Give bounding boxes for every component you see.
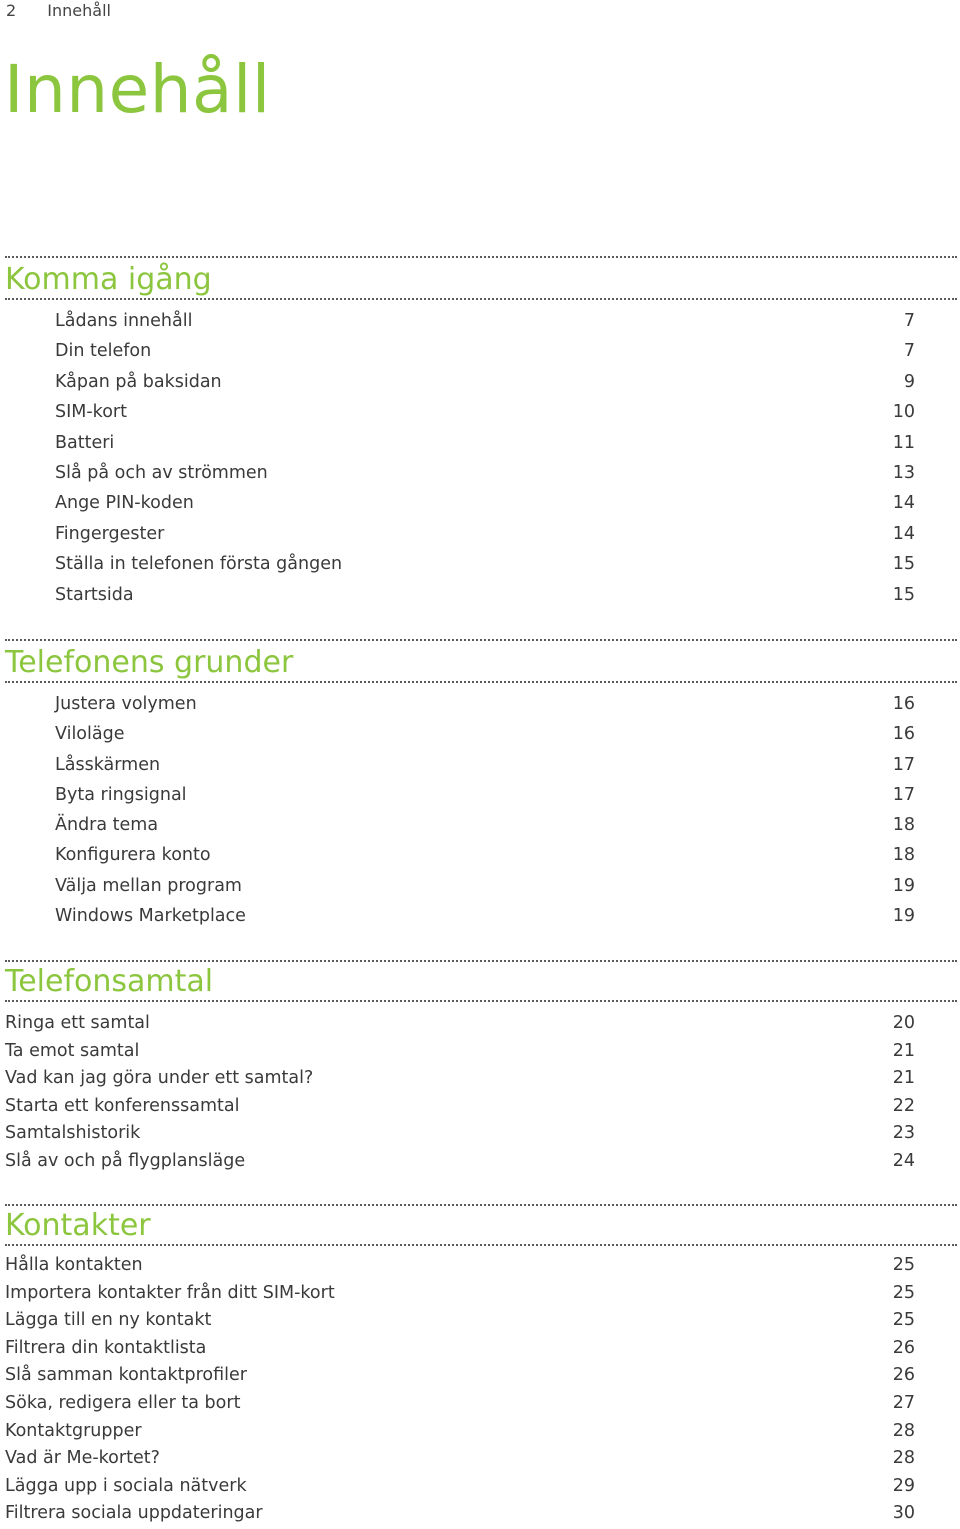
toc-entry[interactable] xyxy=(5,519,957,549)
toc-entry-label: Lägga upp i sociala nätverk xyxy=(5,1475,247,1496)
toc-entry-label: Slå på och av strömmen xyxy=(55,462,268,483)
toc-entry[interactable] xyxy=(5,306,957,336)
toc-entry[interactable] xyxy=(5,1473,957,1501)
toc-entry-label: Ange PIN-koden xyxy=(55,493,194,514)
toc-entry-page: 14 xyxy=(892,523,915,544)
toc-entry-page: 26 xyxy=(892,1365,915,1386)
toc-entry-page: 15 xyxy=(892,554,915,575)
toc-entry-label: Filtrera din kontaktlista xyxy=(5,1337,207,1358)
toc-entry-label: Startsida xyxy=(55,584,134,605)
toc-entry-page: 16 xyxy=(892,724,915,745)
toc-entry[interactable] xyxy=(5,549,957,579)
toc-entry[interactable] xyxy=(5,488,957,518)
section-telefonsamtal xyxy=(5,960,957,1175)
toc-entry-label: Söka, redigera eller ta bort xyxy=(5,1392,241,1413)
toc-entry-label: Byta ringsignal xyxy=(55,784,187,805)
toc-entry-page: 25 xyxy=(892,1255,915,1275)
toc-entry[interactable] xyxy=(5,1038,957,1066)
toc-entry-page: 20 xyxy=(892,1013,915,1033)
toc-entry-label: Filtrera sociala uppdateringar xyxy=(5,1503,263,1524)
toc-entry[interactable] xyxy=(5,1010,957,1038)
toc-entry-label: Windows Marketplace xyxy=(55,906,246,927)
toc-entry-page: 23 xyxy=(892,1123,915,1143)
toc-entry-page: 21 xyxy=(892,1068,915,1088)
toc-entry-label: Konfigurera konto xyxy=(55,845,211,866)
toc-entry-label: Välja mellan program xyxy=(55,875,242,896)
toc-entry[interactable] xyxy=(5,580,957,610)
toc-entry[interactable] xyxy=(5,1335,957,1363)
toc-entry-label: Din telefon xyxy=(55,341,152,362)
toc-entry-label: Fingergester xyxy=(55,523,165,544)
toc-entry[interactable] xyxy=(5,810,957,840)
toc-entry-page: 25 xyxy=(892,1310,915,1331)
toc-entry-label: Viloläge xyxy=(55,724,125,745)
entry-list xyxy=(5,1010,957,1175)
toc-entry[interactable] xyxy=(5,1500,957,1528)
toc-entry[interactable] xyxy=(5,1120,957,1148)
toc-entry-label: Importera kontakter från ditt SIM-kort xyxy=(5,1282,335,1303)
toc-entry[interactable] xyxy=(5,1280,957,1308)
toc-entry-label: Batteri xyxy=(55,432,115,453)
toc-entry-label: Lägga till en ny kontakt xyxy=(5,1310,212,1331)
entry-list xyxy=(5,1252,957,1528)
toc-entry-page: 11 xyxy=(892,432,915,453)
toc-entry[interactable] xyxy=(5,1065,957,1093)
toc-entry-label: Starta ett konferenssamtal xyxy=(5,1095,240,1116)
entry-list xyxy=(5,306,957,610)
running-title: Innehåll xyxy=(47,1,111,20)
page-title: Innehåll xyxy=(4,51,271,128)
toc-entry-page: 25 xyxy=(892,1282,915,1303)
toc-entry-page: 30 xyxy=(892,1503,915,1524)
toc-entry-label: Kontaktgrupper xyxy=(5,1420,142,1441)
toc-entry[interactable] xyxy=(5,458,957,488)
toc-entry-label: Ställa in telefonen första gången xyxy=(55,554,343,575)
toc-entry-label: Vad är Me-kortet? xyxy=(5,1448,160,1469)
toc-entry[interactable] xyxy=(5,1390,957,1418)
toc-entry-page: 18 xyxy=(892,845,915,866)
toc-entry-label: Låsskärmen xyxy=(55,754,161,775)
toc-entry-page: 18 xyxy=(892,815,915,836)
toc-entry[interactable] xyxy=(5,1445,957,1473)
toc-entry-page: 22 xyxy=(892,1095,915,1116)
toc-entry-page: 16 xyxy=(892,694,915,714)
toc-entry[interactable] xyxy=(5,1307,957,1335)
toc-entry-label: Slå samman kontaktprofiler xyxy=(5,1365,247,1386)
section-kontakter xyxy=(5,1204,957,1528)
toc-entry-label: Lådans innehåll xyxy=(55,311,193,331)
toc-entry[interactable] xyxy=(5,428,957,458)
section-komma-igang xyxy=(5,256,957,610)
toc-entry-label: SIM-kort xyxy=(55,402,127,423)
toc-entry[interactable] xyxy=(5,336,957,366)
toc-entry-page: 17 xyxy=(892,784,915,805)
toc-entry-page: 13 xyxy=(892,462,915,483)
section-heading: Telefonsamtal xyxy=(5,960,957,1002)
section-heading: Komma igång xyxy=(5,256,957,300)
toc-entry[interactable] xyxy=(5,1362,957,1390)
toc-entry-page: 19 xyxy=(892,875,915,896)
toc-entry[interactable] xyxy=(5,1148,957,1176)
toc-entry-label: Slå av och på flygplansläge xyxy=(5,1150,246,1171)
toc-entry[interactable] xyxy=(5,901,957,931)
toc-entry-label: Ändra tema xyxy=(55,815,159,836)
toc-entry-label: Samtalshistorik xyxy=(5,1123,141,1143)
toc-entry-page: 10 xyxy=(892,402,915,423)
toc-entry-label: Ringa ett samtal xyxy=(5,1013,150,1033)
toc-entry[interactable] xyxy=(5,367,957,397)
toc-entry-page: 15 xyxy=(892,584,915,605)
toc-entry[interactable] xyxy=(5,1093,957,1121)
toc-entry-label: Hålla kontakten xyxy=(5,1255,143,1275)
toc-entry-label: Ta emot samtal xyxy=(5,1040,140,1061)
running-header xyxy=(6,0,111,22)
toc-entry-page: 14 xyxy=(892,493,915,514)
toc-entry[interactable] xyxy=(5,1252,957,1280)
toc-entry-page: 28 xyxy=(892,1448,915,1469)
toc-entry[interactable] xyxy=(5,871,957,901)
toc-entry[interactable] xyxy=(5,689,957,719)
toc-entry[interactable] xyxy=(5,719,957,749)
toc-entry-label: Vad kan jag göra under ett samtal? xyxy=(5,1068,314,1088)
section-heading: Telefonens grunder xyxy=(5,639,957,683)
toc-entry-page: 29 xyxy=(892,1475,915,1496)
toc-entry-page: 7 xyxy=(903,341,915,362)
toc-entry[interactable] xyxy=(5,780,957,810)
toc-entry-page: 24 xyxy=(892,1150,915,1171)
toc-entry-page: 19 xyxy=(892,906,915,927)
toc-entry-page: 27 xyxy=(892,1392,915,1413)
toc-entry[interactable] xyxy=(5,1418,957,1446)
toc-entry-label: Justera volymen xyxy=(55,694,197,714)
toc-entry[interactable] xyxy=(5,840,957,870)
toc-entry-page: 7 xyxy=(903,311,915,331)
page-number: 2 xyxy=(6,1,17,20)
section-heading: Kontakter xyxy=(5,1204,957,1246)
toc-entry-page: 9 xyxy=(903,371,915,392)
toc-entry-page: 21 xyxy=(892,1040,915,1061)
toc-entry[interactable] xyxy=(5,750,957,780)
toc-entry-page: 17 xyxy=(892,754,915,775)
entry-list xyxy=(5,689,957,931)
toc-entry[interactable] xyxy=(5,397,957,427)
toc-entry-page: 28 xyxy=(892,1420,915,1441)
section-telefonens-grunder xyxy=(5,639,957,931)
toc-entry-page: 26 xyxy=(892,1337,915,1358)
toc-entry-label: Kåpan på baksidan xyxy=(55,371,222,392)
